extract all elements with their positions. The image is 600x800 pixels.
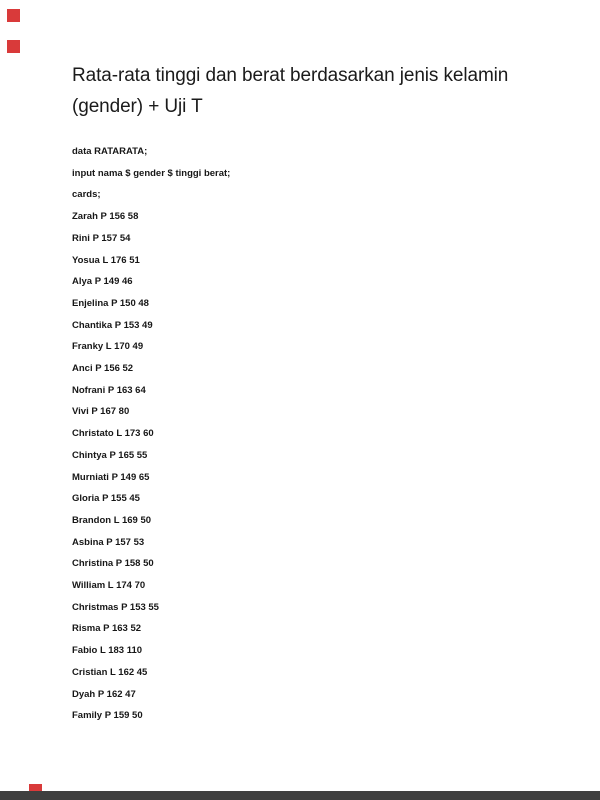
data-line: Fabio L 183 110 (72, 645, 143, 657)
data-line: Zarah P 156 58 (72, 211, 139, 223)
data-line: Family P 159 50 (72, 710, 143, 722)
data-line: Yosua L 176 51 (72, 254, 140, 266)
data-line: Christina P 158 50 (72, 558, 154, 570)
data-line: Vivi P 167 80 (72, 406, 130, 418)
data-line: Christmas P 153 55 (72, 601, 159, 613)
red-marker-square (7, 40, 20, 53)
data-line: Murniati P 149 65 (72, 471, 150, 483)
data-line: Enjelina P 150 48 (72, 297, 149, 309)
data-line: Rini P 157 54 (72, 232, 131, 244)
code-line-input-statement: input nama $ gender $ tinggi berat; (72, 167, 231, 179)
data-line: Gloria P 155 45 (72, 493, 140, 505)
page-title-line-2: (gender) + Uji T (72, 96, 203, 117)
red-marker-square (7, 9, 20, 22)
data-line: Chintya P 165 55 (72, 449, 148, 461)
data-line: Chantika P 153 49 (72, 319, 153, 331)
data-line: Anci P 156 52 (72, 363, 134, 375)
document-body (72, 141, 542, 727)
data-line: Dyah P 162 47 (72, 688, 136, 700)
code-line-data-statement: data RATARATA; (72, 146, 148, 157)
data-line: Asbina P 157 53 (72, 536, 145, 548)
records-list (72, 206, 542, 727)
code-line-cards-statement: cards; (72, 189, 101, 201)
data-line: Risma P 163 52 (72, 623, 142, 635)
page-title (72, 60, 542, 122)
data-line: Christato L 173 60 (72, 428, 154, 440)
data-line: Brandon L 169 50 (72, 514, 152, 526)
data-line: Cristian L 162 45 (72, 666, 148, 678)
data-line: Nofrani P 163 64 (72, 384, 146, 396)
bottom-edge-bar (0, 791, 600, 800)
data-line: Franky L 170 49 (72, 341, 144, 353)
data-line: William L 174 70 (72, 580, 146, 592)
page-title-line-1: Rata-rata tinggi dan berat berdasarkan jenis kelamin (72, 65, 509, 86)
data-line: Alya P 149 46 (72, 276, 133, 288)
